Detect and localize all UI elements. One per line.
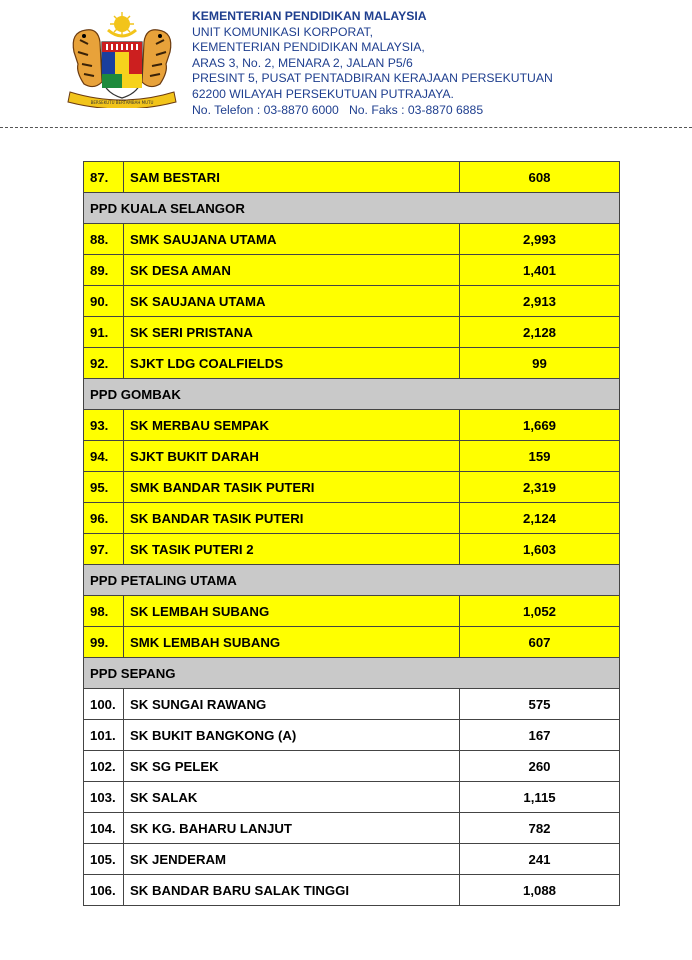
school-name: SK KG. BAHARU LANJUT: [124, 813, 460, 844]
enrolment-count: 2,319: [460, 472, 620, 503]
table-row: [84, 596, 620, 627]
letterhead-text: [192, 9, 553, 118]
enrolment-count: 607: [460, 627, 620, 658]
row-number: 94.: [84, 441, 124, 472]
enrolment-count: 167: [460, 720, 620, 751]
district-name: PPD KUALA SELANGOR: [84, 193, 620, 224]
row-number: 89.: [84, 255, 124, 286]
row-number: 103.: [84, 782, 124, 813]
table-row: [84, 627, 620, 658]
row-number: 87.: [84, 162, 124, 193]
table-row: [84, 875, 620, 906]
contact-line: No. Telefon : 03-8870 6000 No. Faks : 03-8870 6885: [192, 102, 484, 117]
enrolment-count: 1,401: [460, 255, 620, 286]
table-row: [84, 162, 620, 193]
enrolment-count: 1,669: [460, 410, 620, 441]
organization-name: KEMENTERIAN PENDIDIKAN MALAYSIA: [192, 9, 427, 23]
district-section-row: [84, 658, 620, 689]
district-section-row: [84, 193, 620, 224]
school-name: SK SALAK: [124, 782, 460, 813]
enrolment-count: 2,993: [460, 224, 620, 255]
table-row: [84, 472, 620, 503]
table-row: [84, 348, 620, 379]
school-name: SAM BESTARI: [124, 162, 460, 193]
district-section-row: [84, 565, 620, 596]
enrolment-count: 260: [460, 751, 620, 782]
table-row: [84, 317, 620, 348]
enrolment-count: 1,603: [460, 534, 620, 565]
district-section-row: [84, 379, 620, 410]
table-row: [84, 286, 620, 317]
school-name: SK JENDERAM: [124, 844, 460, 875]
row-number: 102.: [84, 751, 124, 782]
row-number: 106.: [84, 875, 124, 906]
row-number: 99.: [84, 627, 124, 658]
table-row: [84, 782, 620, 813]
row-number: 104.: [84, 813, 124, 844]
school-name: SK SAUJANA UTAMA: [124, 286, 460, 317]
crest-motto: BERSEKUTU BERTAMBAH MUTU: [90, 100, 154, 105]
address-line: KEMENTERIAN PENDIDIKAN MALAYSIA,: [192, 40, 425, 55]
row-number: 93.: [84, 410, 124, 441]
table-row: [84, 224, 620, 255]
row-number: 100.: [84, 689, 124, 720]
address-line: 62200 WILAYAH PERSEKUTUAN PUTRAJAYA.: [192, 86, 454, 101]
table-row: [84, 255, 620, 286]
school-name: SMK SAUJANA UTAMA: [124, 224, 460, 255]
enrolment-count: 241: [460, 844, 620, 875]
enrolment-count: 159: [460, 441, 620, 472]
table-row: [84, 410, 620, 441]
enrolment-count: 608: [460, 162, 620, 193]
school-enrolment-table: [83, 161, 620, 906]
row-number: 92.: [84, 348, 124, 379]
school-name: SJKT LDG COALFIELDS: [124, 348, 460, 379]
table-row: [84, 503, 620, 534]
enrolment-count: 2,913: [460, 286, 620, 317]
school-name: SK SERI PRISTANA: [124, 317, 460, 348]
row-number: 96.: [84, 503, 124, 534]
row-number: 88.: [84, 224, 124, 255]
school-name: SK BANDAR BARU SALAK TINGGI: [124, 875, 460, 906]
school-name: SK MERBAU SEMPAK: [124, 410, 460, 441]
school-name: SMK LEMBAH SUBANG: [124, 627, 460, 658]
district-name: PPD SEPANG: [84, 658, 620, 689]
enrolment-count: 99: [460, 348, 620, 379]
school-name: SK LEMBAH SUBANG: [124, 596, 460, 627]
school-name: SK BANDAR TASIK PUTERI: [124, 503, 460, 534]
header-divider: [0, 127, 692, 128]
enrolment-count: 1,115: [460, 782, 620, 813]
row-number: 105.: [84, 844, 124, 875]
school-name: SJKT BUKIT DARAH: [124, 441, 460, 472]
malaysia-coat-of-arms-icon: [64, 12, 180, 108]
address-line: ARAS 3, No. 2, MENARA 2, JALAN P5/6: [192, 55, 413, 70]
table-row: [84, 720, 620, 751]
letterhead: [0, 0, 692, 122]
table-row: [84, 441, 620, 472]
row-number: 97.: [84, 534, 124, 565]
district-name: PPD PETALING UTAMA: [84, 565, 620, 596]
school-name: SK SUNGAI RAWANG: [124, 689, 460, 720]
table-row: [84, 813, 620, 844]
enrolment-count: 1,088: [460, 875, 620, 906]
table-row: [84, 844, 620, 875]
row-number: 90.: [84, 286, 124, 317]
table-row: [84, 751, 620, 782]
row-number: 101.: [84, 720, 124, 751]
row-number: 95.: [84, 472, 124, 503]
address-line: PRESINT 5, PUSAT PENTADBIRAN KERAJAAN PERSEKUTUAN: [192, 71, 553, 86]
table-row: [84, 534, 620, 565]
district-name: PPD GOMBAK: [84, 379, 620, 410]
row-number: 98.: [84, 596, 124, 627]
address-line: UNIT KOMUNIKASI KORPORAT,: [192, 24, 374, 39]
school-name: SMK BANDAR TASIK PUTERI: [124, 472, 460, 503]
enrolment-count: 782: [460, 813, 620, 844]
school-name: SK BUKIT BANGKONG (A): [124, 720, 460, 751]
school-name: SK DESA AMAN: [124, 255, 460, 286]
enrolment-count: 1,052: [460, 596, 620, 627]
enrolment-count: 2,128: [460, 317, 620, 348]
row-number: 91.: [84, 317, 124, 348]
enrolment-count: 575: [460, 689, 620, 720]
table-row: [84, 689, 620, 720]
school-name: SK SG PELEK: [124, 751, 460, 782]
enrolment-count: 2,124: [460, 503, 620, 534]
school-name: SK TASIK PUTERI 2: [124, 534, 460, 565]
